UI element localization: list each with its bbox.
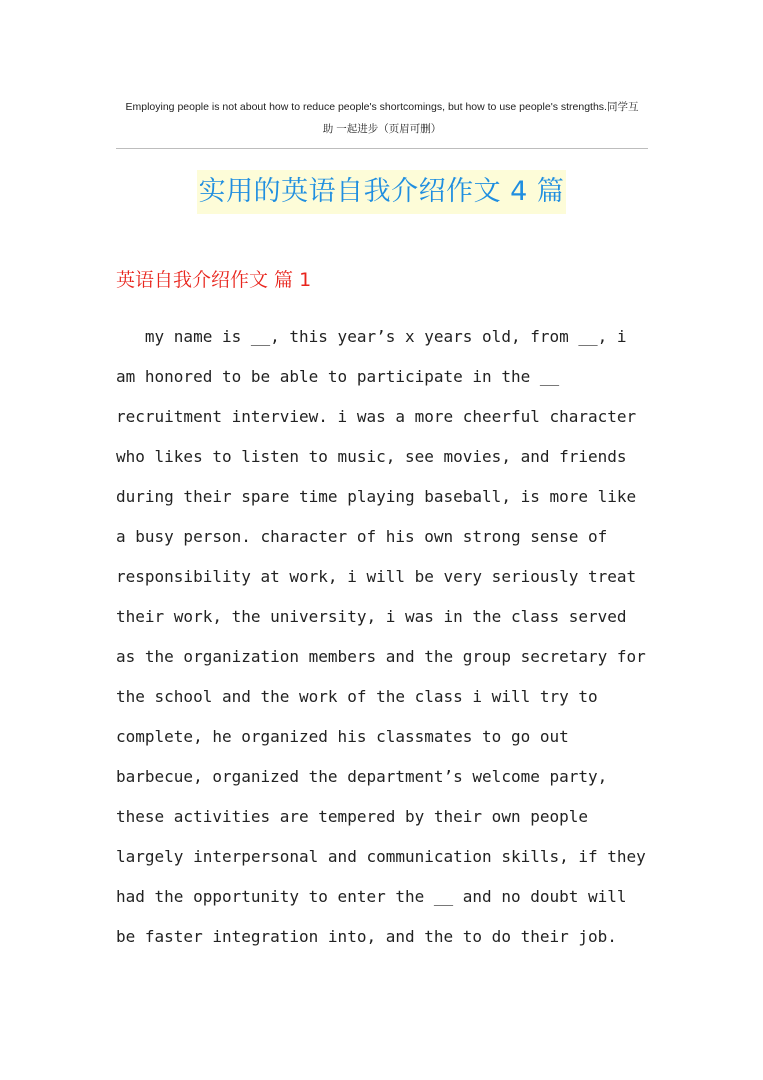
body-line: their work, the university, i was in the class served <box>116 607 627 626</box>
body-line: a busy person. character of his own strong sense of <box>116 527 608 546</box>
header-line-2: 助 一起进步（页眉可删） <box>322 123 442 135</box>
body-line: barbecue, organized the department’s welcome party, <box>116 767 608 786</box>
title-container <box>0 170 763 214</box>
body-line: who likes to listen to music, see movies, and friends <box>116 447 627 466</box>
header-line-1: Employing people is not about how to reduce people's shortcomings, but how to use people's strengths.同学互 <box>125 101 639 113</box>
body-line: am honored to be able to participate in the __ <box>116 367 560 386</box>
page-header <box>116 96 648 140</box>
body-line: as the organization members and the group secretary for <box>116 647 646 666</box>
header-divider <box>116 148 648 149</box>
body-line: these activities are tempered by their own people <box>116 807 589 826</box>
body-line: responsibility at work, i will be very seriously treat <box>116 567 637 586</box>
body-line: be faster integration into, and the to do their job. <box>116 927 617 946</box>
body-line: largely interpersonal and communication skills, if they <box>116 847 646 866</box>
body-line: my name is __, this year’s x years old, from __, i <box>116 327 627 346</box>
body-line: during their spare time playing baseball, is more like <box>116 487 637 506</box>
section-heading: 英语自我介绍作文 篇 1 <box>116 269 312 291</box>
section-body <box>116 317 656 957</box>
body-line: had the opportunity to enter the __ and no doubt will <box>116 887 627 906</box>
body-line: the school and the work of the class i will try to <box>116 687 598 706</box>
body-line: complete, he organized his classmates to go out <box>116 727 569 746</box>
document-title: 实用的英语自我介绍作文 4 篇 <box>197 170 567 214</box>
body-line: recruitment interview. i was a more cheerful character <box>116 407 637 426</box>
